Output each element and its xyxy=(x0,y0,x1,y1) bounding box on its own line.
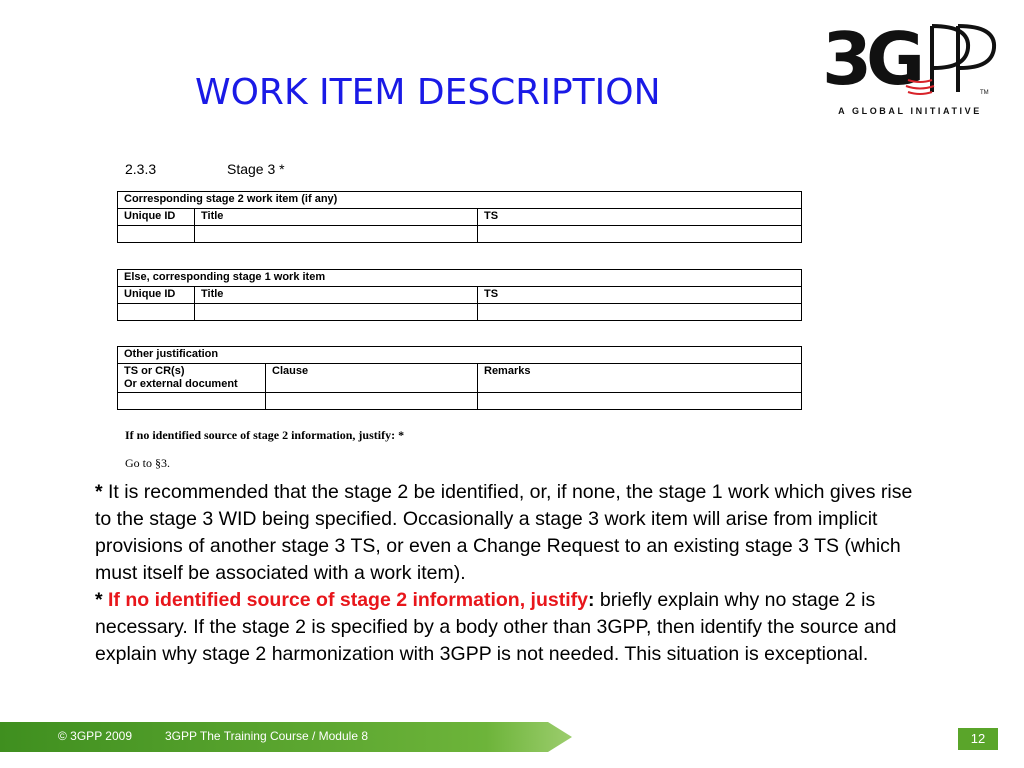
para2-colon: : xyxy=(587,589,595,611)
column-header-line: TS or CR(s) xyxy=(124,365,185,377)
column-header-unique-id: Unique ID xyxy=(118,287,195,304)
table-row xyxy=(118,226,802,243)
para2-text: briefly explain why no stage 2 is necessary. If the stage 2 is specified by a body other than 3GPP, then identify the source and explain why stage 2 harmonization with 3GPP is not needed. This situation is exceptional. xyxy=(95,589,897,665)
table-cell-empty[interactable] xyxy=(266,393,478,410)
table-cell-empty[interactable] xyxy=(478,393,802,410)
table-heading: Else, corresponding stage 1 work item xyxy=(118,270,802,287)
slide-title: WORK ITEM DESCRIPTION xyxy=(195,72,661,113)
table-heading: Other justification xyxy=(118,347,802,364)
svg-text:G: G xyxy=(866,17,926,101)
goto-note: Go to §3. xyxy=(125,456,170,470)
table-cell-empty[interactable] xyxy=(478,226,802,243)
stage1-work-item-table xyxy=(117,269,802,321)
column-header-ts: TS xyxy=(478,209,802,226)
column-header-remarks: Remarks xyxy=(478,364,802,393)
para2-highlight: If no identified source of stage 2 information, justify xyxy=(108,589,588,611)
justify-note: If no identified source of stage 2 information, justify: * xyxy=(125,428,405,442)
section-name: Stage 3 * xyxy=(227,161,285,177)
3gpp-logo xyxy=(820,14,1000,126)
para2-star: * xyxy=(95,589,109,611)
explanation-text xyxy=(95,479,920,668)
svg-text:3: 3 xyxy=(822,17,873,101)
table-cell-empty[interactable] xyxy=(118,393,266,410)
footer-bar xyxy=(0,722,1024,768)
trademark-mark: TM xyxy=(980,90,989,96)
column-header-clause: Clause xyxy=(266,364,478,393)
footer-course: 3GPP The Training Course / Module 8 xyxy=(165,729,369,743)
page-number: 12 xyxy=(958,728,998,750)
logo-tagline: A GLOBAL INITIATIVE xyxy=(838,106,982,116)
table-row xyxy=(118,304,802,321)
table-row xyxy=(118,393,802,410)
table-cell-empty[interactable] xyxy=(195,304,478,321)
para1-text: It is recommended that the stage 2 be identified, or, if none, the stage 1 work which gives rise to the stage 3 WID being specified. Occasionally a stage 3 work item will arise from implicit provisions of another stage 3 TS, or even a Change Request to an existing stage 3 TS (which must itself be associated with a work item). xyxy=(95,481,913,584)
table-cell-empty[interactable] xyxy=(118,226,195,243)
column-header-ts: TS xyxy=(478,287,802,304)
other-justification-table xyxy=(117,346,802,410)
section-number: 2.3.3 xyxy=(125,161,157,177)
table-heading: Corresponding stage 2 work item (if any) xyxy=(118,192,802,209)
column-header-ts-or-cr xyxy=(118,364,266,393)
column-header-title: Title xyxy=(195,287,478,304)
column-header-title: Title xyxy=(195,209,478,226)
table-cell-empty[interactable] xyxy=(118,304,195,321)
column-header-line: Or external document xyxy=(124,378,238,390)
stage2-work-item-table xyxy=(117,191,802,243)
table-cell-empty[interactable] xyxy=(478,304,802,321)
table-cell-empty[interactable] xyxy=(195,226,478,243)
column-header-unique-id: Unique ID xyxy=(118,209,195,226)
para1-star: * xyxy=(95,481,103,503)
footer-copyright: © 3GPP 2009 xyxy=(58,729,133,743)
